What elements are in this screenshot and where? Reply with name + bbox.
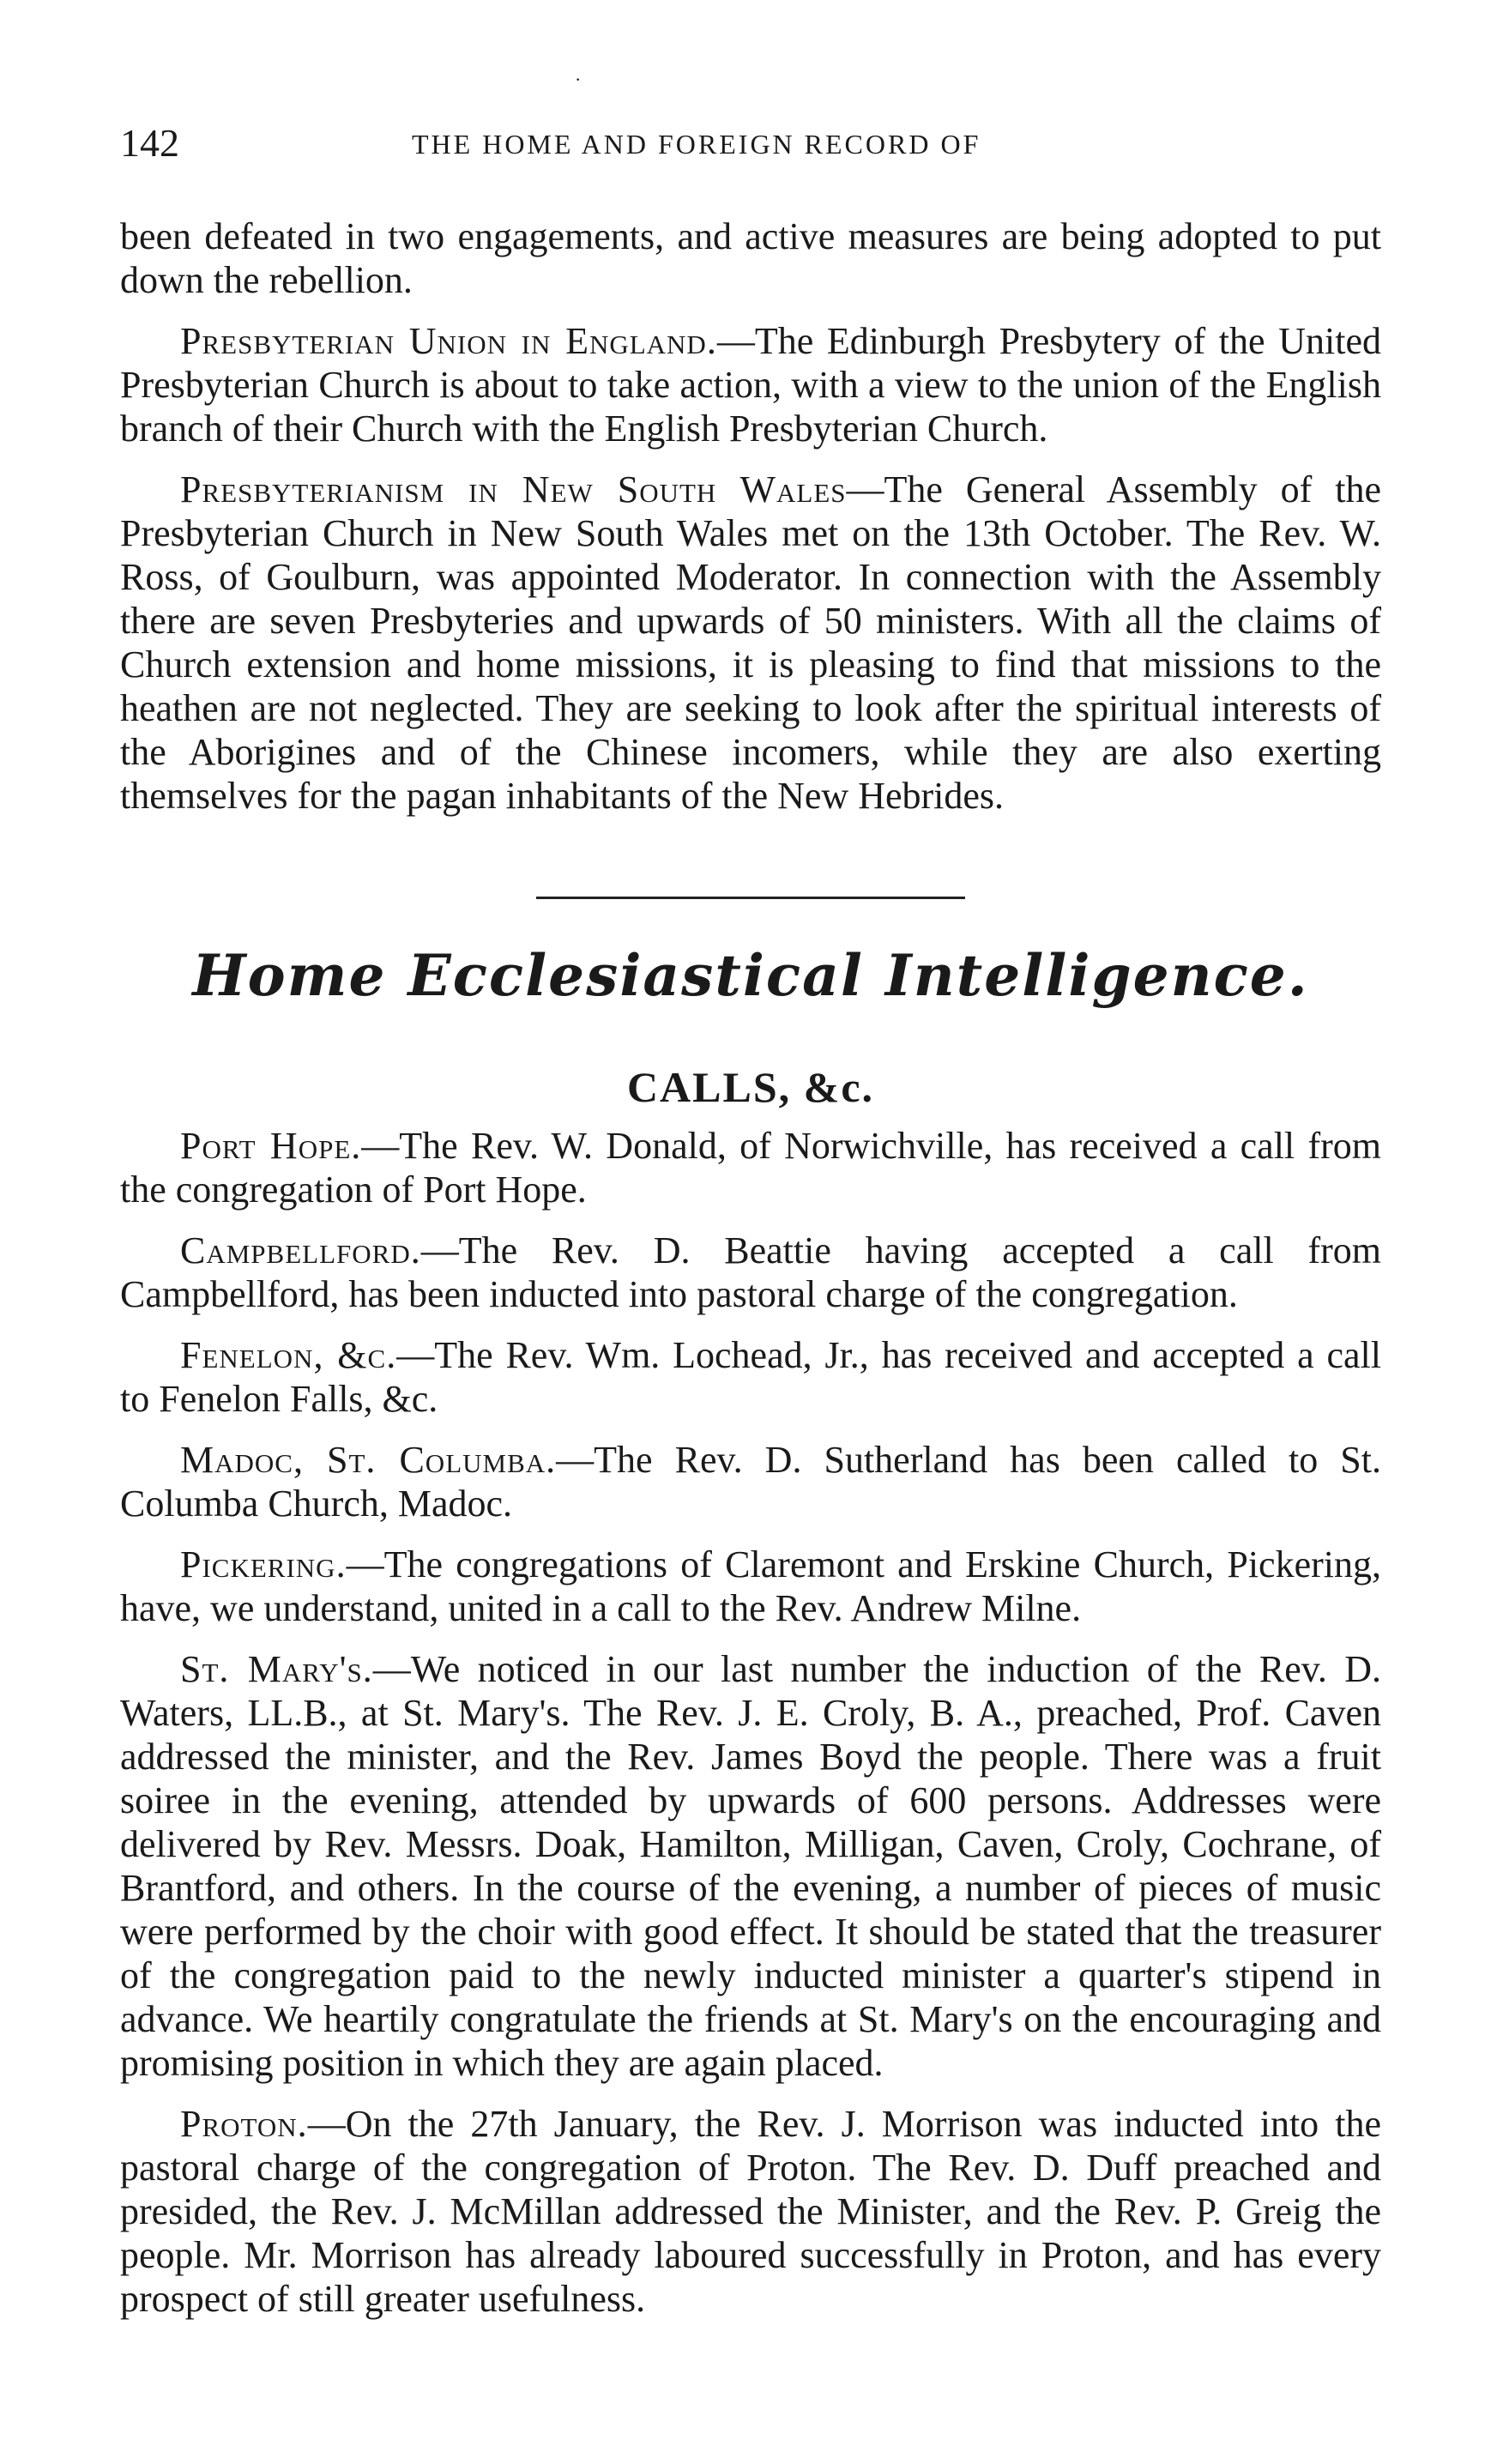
paragraph-text: —The Rev. W. Donald, of Norwichville, has received a call from the congregation of Port Hope. xyxy=(120,1125,1381,1211)
paragraph-lead: St. Mary's. xyxy=(180,1648,373,1690)
page-number: 142 xyxy=(120,121,179,165)
paragraph-text: —The Rev. D. Sutherland has been called to St. Columba Church, Madoc. xyxy=(120,1439,1382,1525)
paragraph-campbellford xyxy=(120,1229,1381,1316)
paragraph-continuation xyxy=(120,214,1381,302)
paragraph-lead: Port Hope. xyxy=(180,1125,362,1167)
paragraph-lead: Fenelon, &c. xyxy=(180,1334,397,1376)
calls-heading: CALLS, &c. xyxy=(626,1063,875,1111)
paragraph-lead: Presbyterianism in New South Wales xyxy=(180,468,847,510)
paragraph-text: —The Rev. Wm. Lochead, Jr., has received and accepted a call to Fenelon Falls, &c. xyxy=(120,1334,1382,1420)
paragraph-fenelon xyxy=(120,1333,1381,1421)
running-title: THE HOME AND FOREIGN RECORD OF xyxy=(412,129,981,160)
paragraph-text: been defeated in two engagements, and active measures are being adopted to put down the rebellion. xyxy=(120,215,1381,301)
paragraph-proton xyxy=(120,2102,1381,2321)
paragraph-presbyterian-union xyxy=(120,319,1381,450)
paragraph-port-hope xyxy=(120,1124,1381,1211)
paragraph-lead: Campbellford. xyxy=(180,1229,421,1271)
paragraph-lead: Presbyterian Union in England. xyxy=(180,320,717,362)
document-page xyxy=(120,69,1382,2321)
paragraph-text: —The General Assembly of the Presbyterian Church in New South Wales met on the 13th October. The Rev. W. Ross, of Goulburn, was appointed Moderator. In connection with the Assembly there are seven Presbyteries and upwards of 50 ministers. With all the claims of Church extension and home missions, it is pleasing to find that missions to the heathen are not neglected. They are seeking to look after the spiritual interests of the Aborigines and of the Chinese incomers, while they are also exerting themselves for the pagan inhabitants of the New Hebrides. xyxy=(120,468,1381,817)
paragraph-lead: Madoc, St. Columba. xyxy=(180,1439,557,1481)
paragraph-lead: Pickering. xyxy=(180,1543,347,1585)
paragraph-st-marys xyxy=(120,1647,1381,2085)
paragraph-text: —We noticed in our last number the induction of the Rev. D. Waters, LL.B., at St. Mary's. The Rev. J. E. Croly, B. A., preached, Prof. Caven addressed the minister, and the Rev. James Boyd the people. There was a fruit soiree in the evening, attended by upwards of 600 persons. Addresses were delivered by Rev. Messrs. Doak, Hamilton, Milligan, Caven, Croly, Cochrane, of Brantford, and others. In the course of the evening, a number of pieces of music were performed by the choir with good effect. It should be stated that the treasurer of the congregation paid to the newly inducted minister a quarter's stipend in advance. We heartily congratulate the friends at St. Mary's on the encouraging and promising position in which they are again placed. xyxy=(120,1648,1381,2084)
paragraph-text: —On the 27th January, the Rev. J. Morrison was inducted into the pastoral charge of the congregation of Proton. The Rev. D. Duff preached and presided, the Rev. J. McMillan addressed the Minister, and the Rev. P. Greig the people. Mr. Morrison has already laboured successfully in Proton, and has every prospect of still greater usefulness. xyxy=(120,2103,1381,2320)
paragraph-pickering xyxy=(120,1543,1381,1630)
calls-text-block xyxy=(120,1124,1381,2321)
paragraph-new-south-wales xyxy=(120,468,1381,818)
running-head xyxy=(120,69,1381,172)
section-title: Home Ecclesiastical Intelligence. xyxy=(192,942,1309,1009)
section-divider xyxy=(536,897,965,899)
top-text-block xyxy=(120,214,1381,818)
paragraph-madoc xyxy=(120,1438,1381,1525)
paragraph-text: —The congregations of Claremont and Erskine Church, Pickering, have, we understand, united in a call to the Rev. Andrew Milne. xyxy=(120,1543,1381,1629)
stray-ink-mark: · xyxy=(575,69,582,90)
paragraph-lead: Proton. xyxy=(180,2103,308,2145)
paragraph-text: —The Rev. D. Beattie having accepted a call from Campbellford, has been inducted into pastoral charge of the congregation. xyxy=(120,1229,1381,1315)
paragraph-text: —The Edinburgh Presbytery of the United Presbyterian Church is about to take action, with a view to the union of the English branch of their Church with the English Presbyterian Church. xyxy=(120,320,1381,450)
